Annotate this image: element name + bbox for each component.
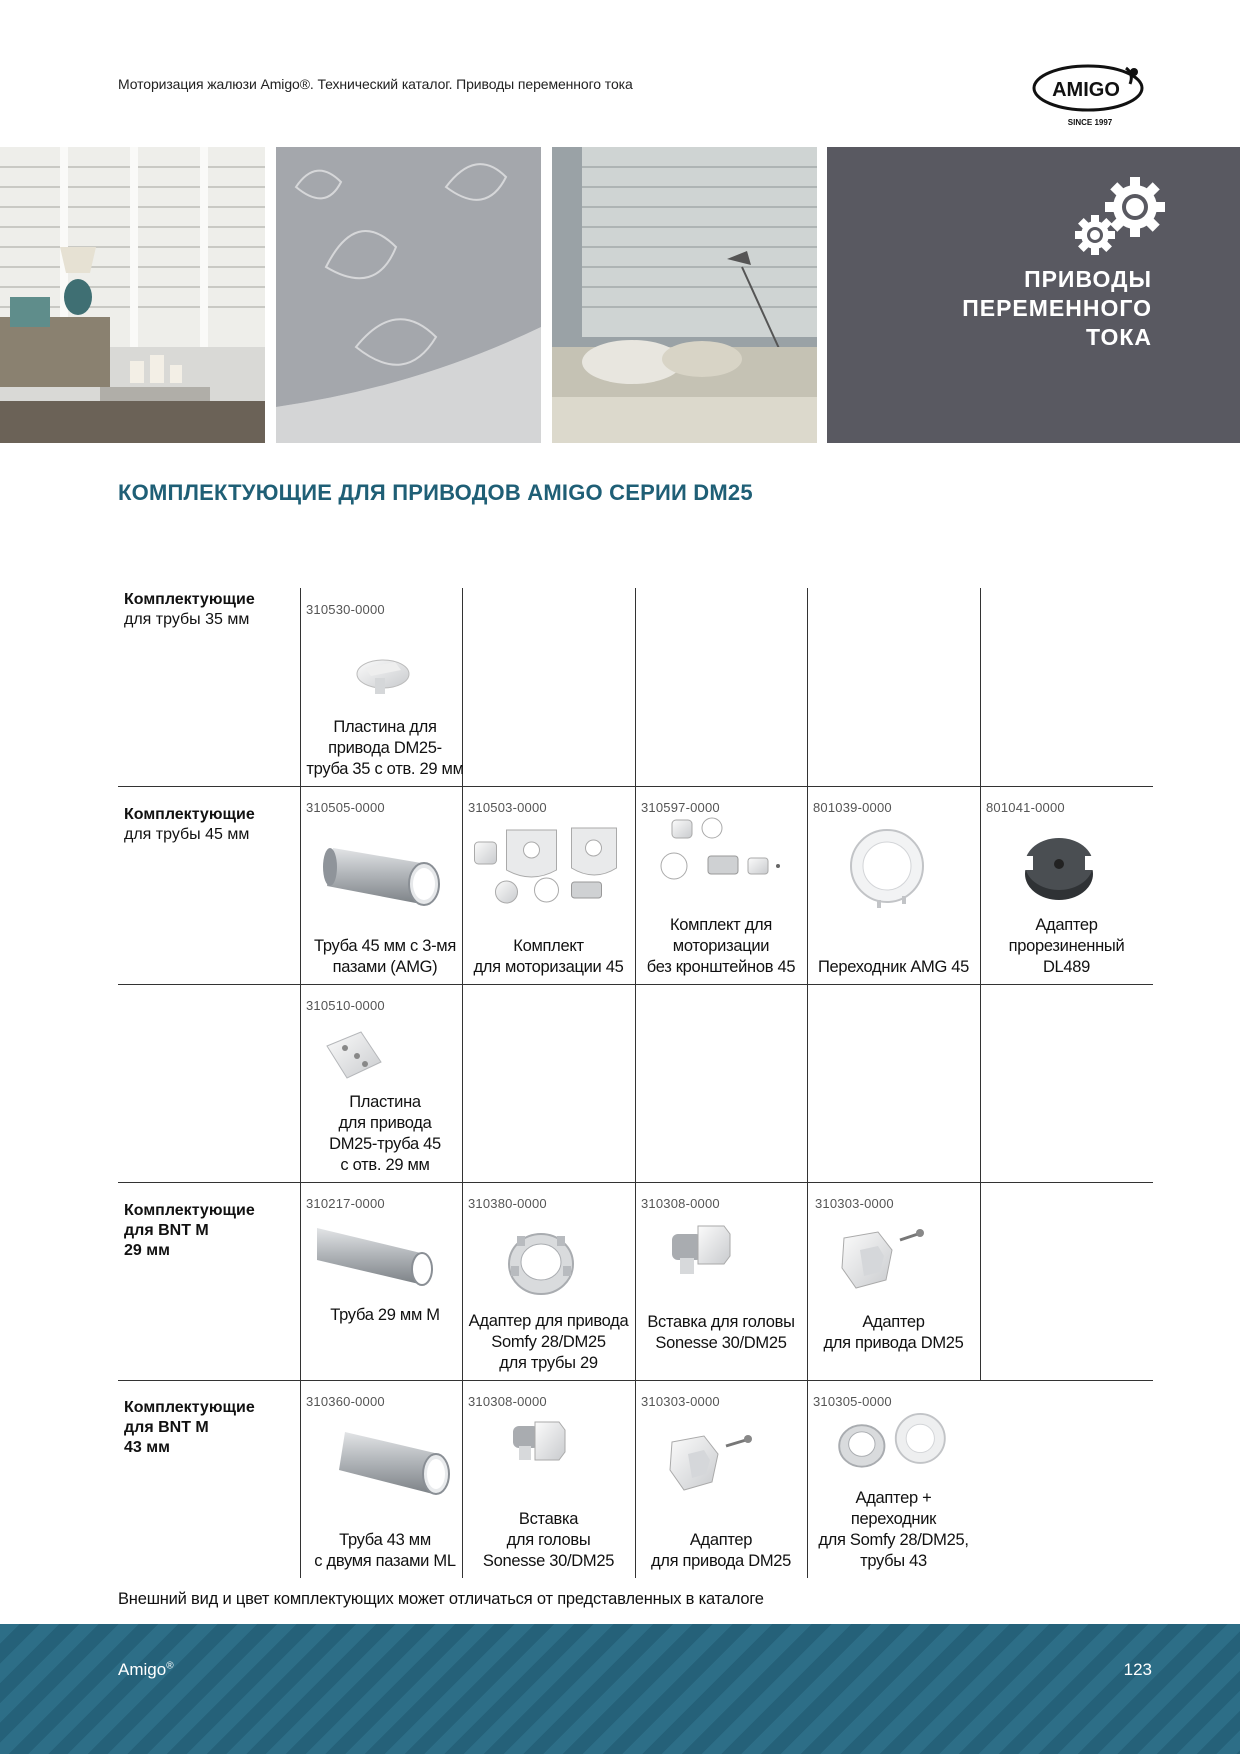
logo-since: SINCE 1997 (1067, 118, 1113, 127)
banner-title-line: ТОКА (1085, 324, 1152, 350)
section-panel (827, 147, 1240, 443)
tube-grooved-icon (315, 820, 455, 910)
group-label-tube-45 (124, 805, 255, 845)
page-number: 123 (1123, 1660, 1152, 1679)
caption-line: с двумя пазами ML (314, 1552, 456, 1570)
product-caption (635, 915, 807, 978)
caption-line: Пластина (349, 1093, 421, 1111)
product-cell (300, 984, 470, 1180)
footer-brand-name: Amigo (118, 1660, 167, 1679)
caption-line: для моторизации 45 (473, 958, 624, 976)
product-code: 310308-0000 (641, 1196, 720, 1211)
group-label-line: 29 мм (124, 1242, 170, 1259)
product-cell (300, 786, 470, 982)
caption-line: Труба 45 мм с 3-мя (313, 937, 456, 955)
group-label-line: для BNT M (124, 1419, 209, 1436)
living-room-photo (0, 147, 265, 443)
column-divider (980, 588, 981, 1380)
group-label-line: 43 мм (124, 1439, 170, 1456)
drive-adapter-icon (822, 1216, 962, 1306)
product-caption (807, 1312, 980, 1354)
product-code: 801041-0000 (986, 800, 1065, 815)
kit-no-brackets-icon (650, 816, 790, 886)
product-code: 310530-0000 (306, 602, 385, 617)
product-caption (807, 1488, 980, 1572)
caption-line: Пластина для (333, 718, 437, 736)
disclaimer-note: Внешний вид и цвет комплектующих может отличаться от представленных в каталоге (118, 1590, 764, 1608)
product-cell (635, 786, 807, 982)
caption-line: Sonesse 30/DM25 (655, 1334, 787, 1352)
product-cell (300, 588, 470, 784)
caption-line: DL489 (1042, 958, 1091, 976)
hero-banner (0, 147, 1240, 443)
product-cell (980, 786, 1153, 982)
banner-title-line: ПРИВОДЫ (1024, 266, 1152, 292)
adapter-ring-set-icon (822, 1412, 962, 1478)
page-footer (0, 1624, 1240, 1754)
logo-text: AMIGO (1052, 79, 1120, 101)
caption-line: Вставка (518, 1510, 579, 1528)
drive-adapter-icon (650, 1416, 790, 1506)
caption-line: прорезиненный (1008, 937, 1125, 955)
caption-line: Вставка для головы (647, 1313, 795, 1331)
product-code: 310380-0000 (468, 1196, 547, 1211)
caption-line: Адаптер + (855, 1489, 932, 1507)
caption-line: DM25-труба 45 (329, 1135, 441, 1153)
caption-line: без кронштейнов 45 (646, 958, 796, 976)
caption-line: пазами (AMG) (332, 958, 438, 976)
product-cell (807, 1182, 980, 1378)
product-caption (462, 1311, 635, 1374)
caption-line: для Somfy 28/DM25, (818, 1531, 969, 1549)
caption-line: с отв. 29 мм (340, 1156, 430, 1174)
product-code: 801039-0000 (813, 800, 892, 815)
product-cell (462, 1182, 635, 1378)
crown-adapter-icon (477, 1216, 617, 1306)
product-code: 310360-0000 (306, 1394, 385, 1409)
group-label-line: Комплектующие (124, 591, 255, 608)
running-title: Моторизация жалюзи Amigo®. Технический каталог. Приводы переменного тока (118, 76, 633, 92)
group-label-line: для трубы 35 мм (124, 611, 250, 628)
group-label-bnt-43 (124, 1398, 255, 1458)
caption-line: переходник (850, 1510, 937, 1528)
product-code: 310308-0000 (468, 1394, 547, 1409)
product-code: 310305-0000 (813, 1394, 892, 1409)
product-cell (635, 1182, 807, 1378)
product-caption (300, 1092, 470, 1176)
product-code: 310303-0000 (641, 1394, 720, 1409)
caption-line: для привода DM25 (650, 1552, 792, 1570)
product-code: 310217-0000 (306, 1196, 385, 1211)
group-label-line: Комплектующие (124, 1202, 255, 1219)
group-label-bnt-29 (124, 1201, 255, 1261)
leaf-fabric-photo (276, 147, 541, 443)
footer-brand (118, 1660, 174, 1680)
caption-line: Sonesse 30/DM25 (482, 1552, 615, 1570)
gears-icon (1067, 167, 1177, 257)
caption-line: для привода (338, 1114, 432, 1132)
caption-line: Адаптер (862, 1313, 925, 1331)
caption-line: Переходник AMG 45 (817, 958, 970, 976)
product-caption (807, 957, 980, 978)
caption-line: трубы 43 (860, 1552, 927, 1570)
product-caption (300, 936, 470, 978)
product-cell (807, 786, 980, 982)
caption-line: труба 35 с отв. 29 мм (306, 760, 464, 778)
group-label-line: Комплектующие (124, 806, 255, 823)
ring-adapter-icon (822, 820, 962, 910)
group-label-tube-35 (124, 590, 255, 630)
caption-line: Труба 43 мм (339, 1531, 431, 1549)
product-cell (807, 1380, 980, 1576)
product-code: 310505-0000 (306, 800, 385, 815)
product-cell (462, 786, 635, 982)
product-caption (300, 1530, 470, 1572)
product-cell (462, 1380, 635, 1576)
product-code: 310597-0000 (641, 800, 720, 815)
tube-plain-icon (315, 1212, 455, 1302)
product-cell (635, 1380, 807, 1576)
product-cell (300, 1182, 470, 1378)
head-insert-icon (650, 1212, 790, 1302)
group-label-line: для трубы 45 мм (124, 826, 250, 843)
caption-line: Адаптер для привода (468, 1312, 629, 1330)
banner-title-line: ПЕРЕМЕННОГО (962, 295, 1152, 321)
group-label-line: для BNT M (124, 1222, 209, 1239)
product-caption (635, 1530, 807, 1572)
product-caption (635, 1312, 807, 1354)
caption-line: для трубы 29 (499, 1354, 598, 1372)
head-insert-icon (477, 1410, 617, 1500)
tube-two-grooves-icon (315, 1414, 455, 1504)
product-caption (300, 1305, 470, 1326)
product-code: 310503-0000 (468, 800, 547, 815)
product-caption (462, 936, 635, 978)
slotted-adapter-icon (995, 820, 1135, 910)
caption-line: для привода DM25 (823, 1334, 964, 1352)
amigo-logo (1030, 58, 1152, 128)
caption-line: Комплект для (669, 916, 772, 934)
caption-line: Somfy 28/DM25 (491, 1333, 606, 1351)
caption-line: Труба 29 мм М (330, 1306, 440, 1324)
bedroom-photo (552, 147, 817, 443)
product-cell (300, 1380, 470, 1576)
section-title: КОМПЛЕКТУЮЩИЕ ДЛЯ ПРИВОДОВ AMIGO СЕРИИ DM25 (118, 480, 753, 505)
caption-line: Адаптер (1035, 916, 1098, 934)
caption-line: Комплект (513, 937, 584, 955)
caption-line: Адаптер (689, 1531, 753, 1549)
banner-title (962, 265, 1152, 352)
product-caption (980, 915, 1153, 978)
product-code: 310510-0000 (306, 998, 385, 1013)
plate-icon (315, 622, 455, 712)
product-caption (462, 1509, 635, 1572)
caption-line: привода DM25- (328, 739, 442, 757)
group-label-line: Комплектующие (124, 1399, 255, 1416)
product-caption (300, 717, 470, 780)
motor-kit-icon (464, 820, 629, 910)
registered-mark-icon: ® (166, 1660, 174, 1672)
caption-line: для головы (506, 1531, 591, 1549)
product-code: 310303-0000 (815, 1196, 894, 1211)
caption-line: моторизации (672, 937, 770, 955)
